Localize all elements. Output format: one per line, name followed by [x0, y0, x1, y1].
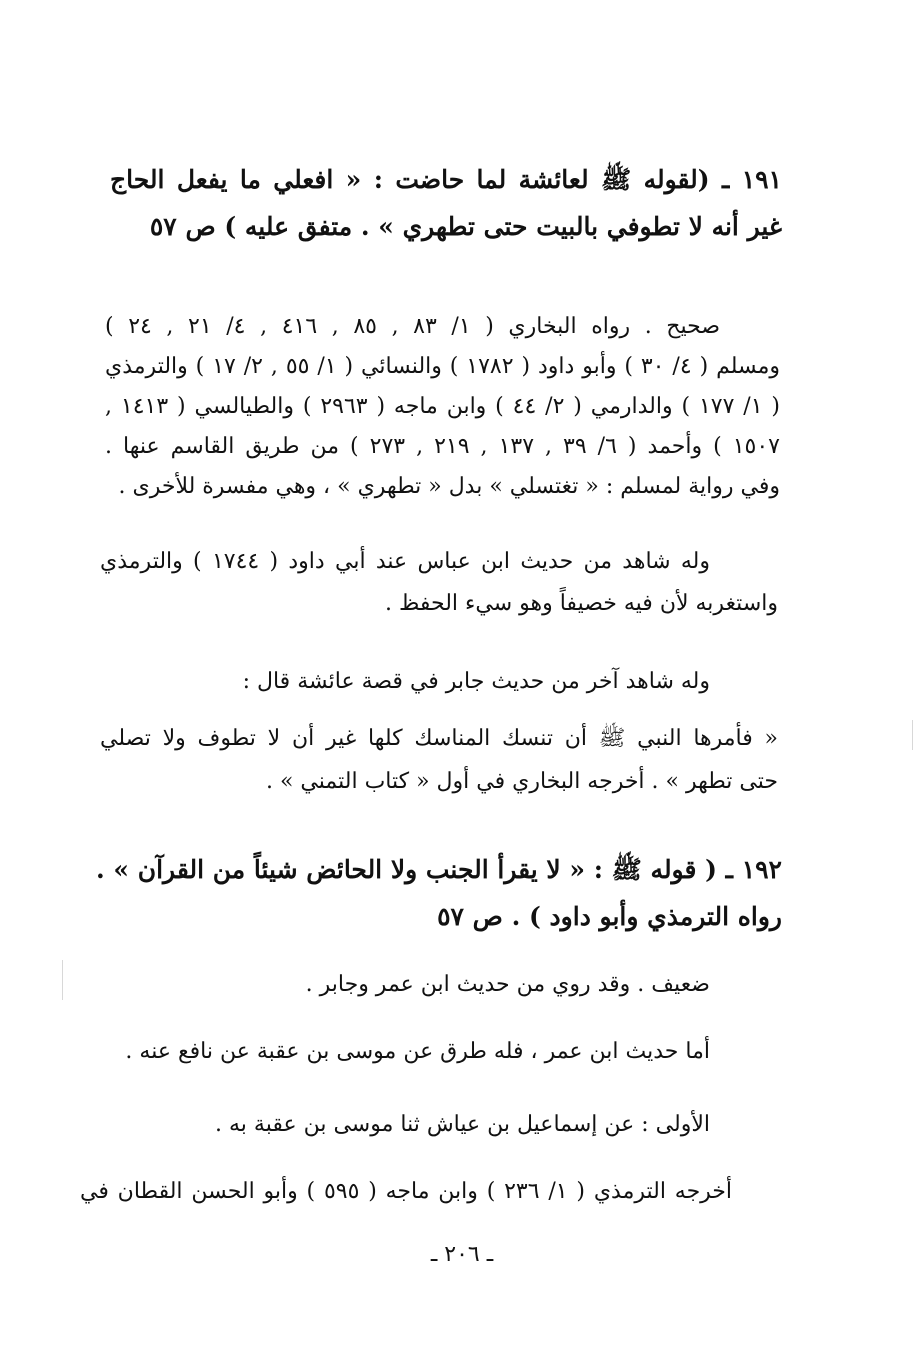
takhrij-192-line-3: الأولى : عن إسماعيل بن عياش ثنا موسى بن عقبة به .: [215, 1112, 710, 1137]
takhrij-191-line-1: صحيح . رواه البخاري ( ١/ ٨٣ , ٨٥ , ٤١٦ , ٤/ ٢١ , ٢٤ ): [105, 314, 721, 339]
scan-artifact: [912, 720, 913, 750]
page-number: ـ ٢٠٦ ـ: [430, 1242, 494, 1267]
takhrij-192-line-2: أما حديث ابن عمر ، فله طرق عن موسى بن عقبة عن نافع عنه .: [125, 1039, 710, 1064]
shahid-2-line-3: حتى تطهر » . أخرجه البخاري في أول « كتاب التمني » .: [265, 769, 778, 794]
hadith-192-line-1: ١٩٢ ـ ( قوله ﷺ : « لا يقرأ الجنب ولا الحائض شيئاً من القرآن » .: [96, 855, 782, 884]
shahid-2-line-2: « فأمرها النبي ﷺ أن تنسك المناسك كلها غير أن لا تطوف ولا تصلي: [100, 726, 778, 751]
takhrij-191-line-3: ( ١/ ١٧٧ ) والدارمي ( ٢/ ٤٤ ) وابن ماجه ( ٢٩٦٣ ) والطيالسي ( ١٤١٣ ,: [105, 394, 780, 419]
hadith-192-line-2: رواه الترمذي وأبو داود ) . ص ٥٧: [437, 902, 782, 931]
takhrij-191-line-2: ومسلم ( ٤/ ٣٠ ) وأبو داود ( ١٧٨٢ ) والنسائي ( ١/ ٥٥ , ٢/ ١٧ ) والترمذي: [105, 354, 781, 379]
takhrij-191-line-5: وفي رواية لمسلم : « تغتسلي » بدل « تطهري » ، وهي مفسرة للأخرى .: [118, 474, 780, 499]
takhrij-191-line-4: ١٥٠٧ ) وأحمد ( ٦/ ٣٩ , ١٣٧ , ٢١٩ , ٢٧٣ ) من طريق القاسم عنها .: [105, 434, 780, 459]
hadith-191-line-2: غير أنه لا تطوفي بالبيت حتى تطهري » . متفق عليه ) ص ٥٧: [149, 212, 782, 241]
shahid-2-line-1: وله شاهد آخر من حديث جابر في قصة عائشة قال :: [242, 669, 710, 694]
hadith-191-line-1: ١٩١ ـ (لقوله ﷺ لعائشة لما حاضت : « افعلي ما يفعل الحاج: [110, 165, 782, 194]
takhrij-192-line-4: أخرجه الترمذي ( ١/ ٢٣٦ ) وابن ماجه ( ٥٩٥ ) وأبو الحسن القطان في: [80, 1179, 733, 1204]
shahid-1-line-1: وله شاهد من حديث ابن عباس عند أبي داود ( ١٧٤٤ ) والترمذي: [100, 549, 710, 574]
scan-artifact: [62, 960, 63, 1000]
takhrij-192-line-1: ضعيف . وقد روي من حديث ابن عمر وجابر .: [305, 972, 710, 997]
shahid-1-line-2: واستغربه لأن فيه خصيفاً وهو سيء الحفظ .: [385, 591, 778, 616]
